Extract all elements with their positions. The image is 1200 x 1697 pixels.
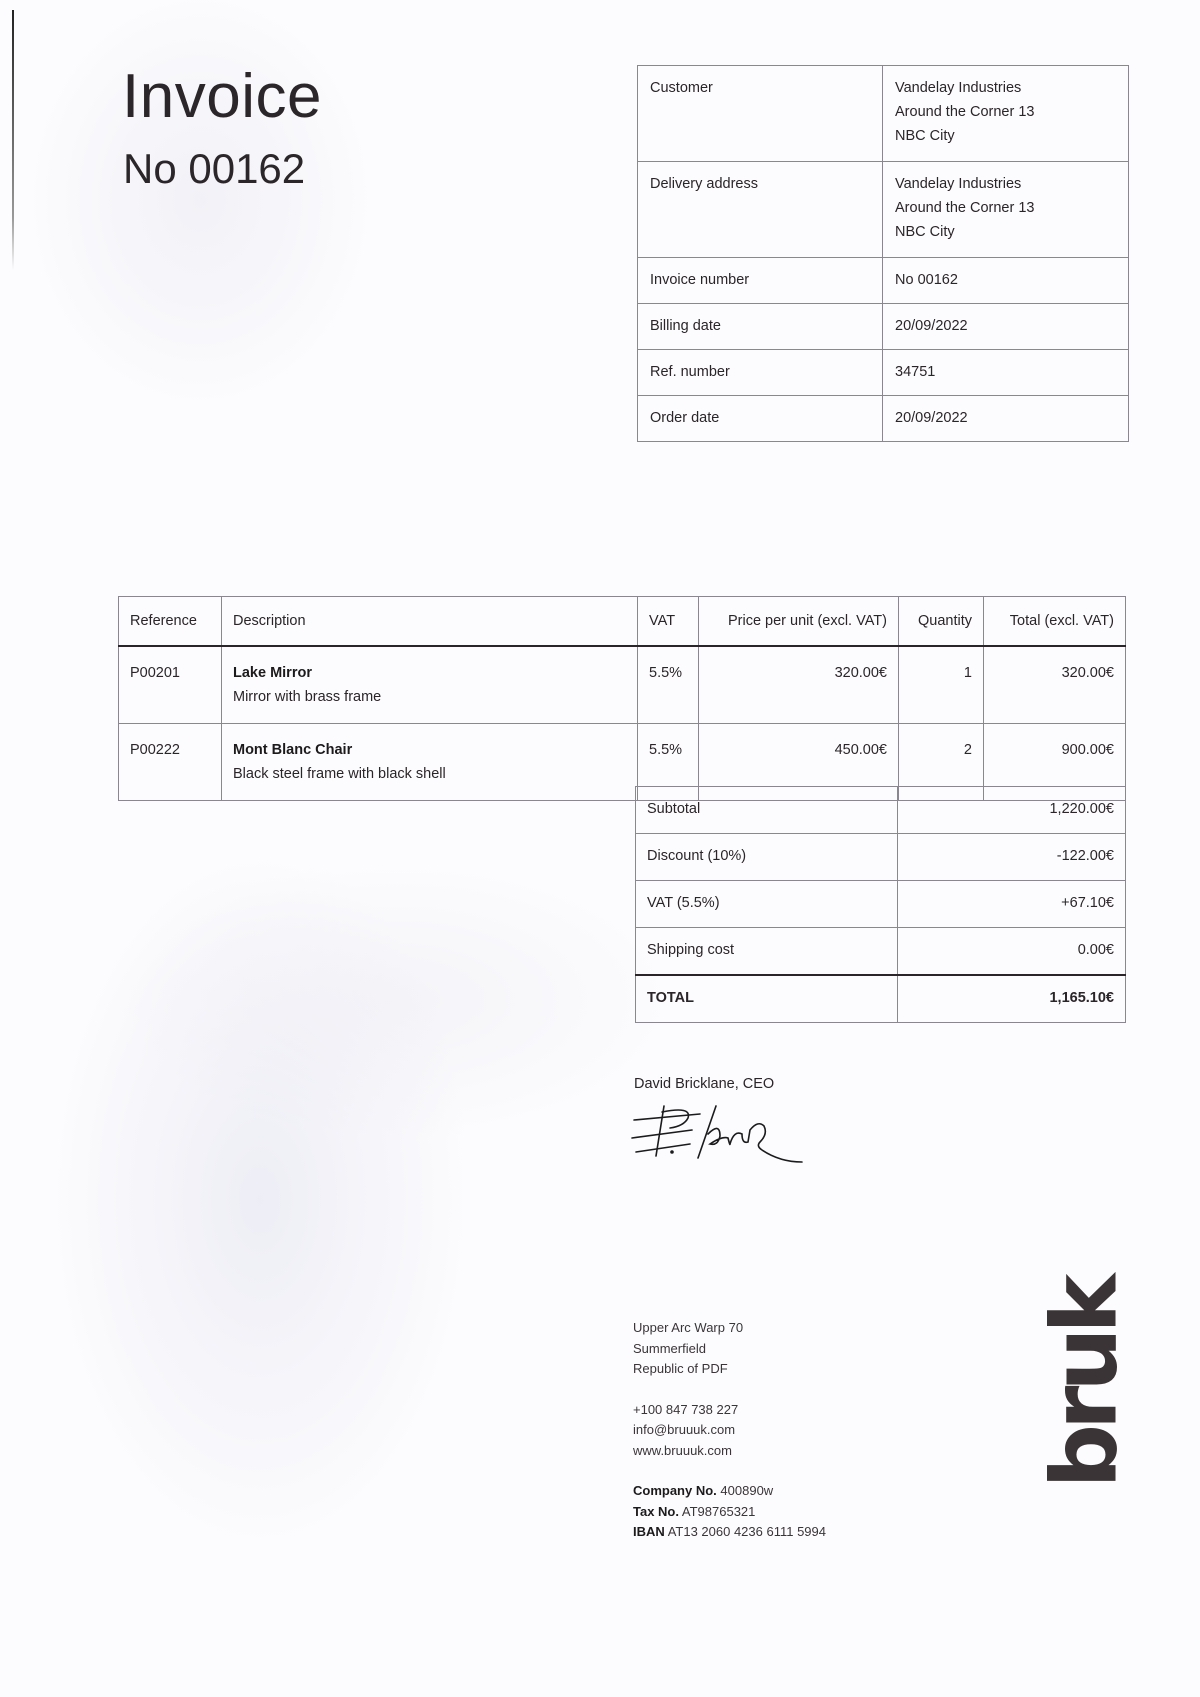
totals-label: Subtotal: [636, 787, 898, 834]
item-unit-price: 320.00€: [699, 646, 899, 724]
table-header-row: [119, 597, 1126, 647]
item-reference: P00222: [119, 724, 222, 801]
signatory-name: David Bricklane, CEO: [634, 1076, 775, 1092]
column-header-total: Total (excl. VAT): [984, 597, 1126, 647]
item-name: Mont Blanc Chair: [233, 742, 353, 758]
totals-row-subtotal: [636, 787, 1126, 834]
item-vat: 5.5%: [638, 646, 699, 724]
info-label: Billing date: [638, 304, 883, 350]
item-total: 320.00€: [984, 646, 1126, 724]
info-label: Order date: [638, 396, 883, 442]
info-value: 34751: [883, 350, 1129, 396]
totals-row-shipping: [636, 928, 1126, 976]
item-description-cell: [222, 646, 638, 724]
totals-row-grand-total: [636, 975, 1126, 1023]
signature-image: [630, 1100, 820, 1170]
customer-street: Around the Corner 13: [895, 104, 1035, 120]
footer-address-line: Upper Arc Warp 70: [633, 1320, 744, 1335]
item-unit-price: 450.00€: [699, 724, 899, 801]
totals-value: 1,220.00€: [898, 787, 1126, 834]
totals-value: 0.00€: [898, 928, 1126, 976]
info-row-order-date: [638, 396, 1129, 442]
item-total: 900.00€: [984, 724, 1126, 801]
delivery-name: Vandelay Industries: [895, 176, 1022, 192]
totals-label: Discount (10%): [636, 834, 898, 881]
line-items-table: [118, 596, 1126, 801]
iban-label: IBAN: [633, 1524, 665, 1539]
footer-address-line: Summerfield: [633, 1340, 706, 1356]
customer-city: NBC City: [895, 128, 955, 144]
item-description: Mirror with brass frame: [233, 689, 382, 705]
item-vat: 5.5%: [638, 724, 699, 801]
info-value: 20/09/2022: [883, 396, 1129, 442]
totals-value: +67.10€: [898, 881, 1126, 928]
invoice-title: Invoice: [122, 62, 322, 131]
column-header-unit-price: Price per unit (excl. VAT): [699, 597, 899, 647]
info-label: Ref. number: [638, 350, 883, 396]
column-header-quantity: Quantity: [899, 597, 984, 647]
totals-value: 1,165.10€: [898, 975, 1126, 1023]
delivery-city: NBC City: [895, 224, 955, 240]
invoice-info-table: [637, 65, 1129, 442]
table-row: [119, 646, 1126, 724]
info-value: [883, 162, 1129, 258]
company-no-label: Company No.: [633, 1483, 717, 1498]
info-row-invoice-number: [638, 258, 1129, 304]
company-no-value: 400890w: [720, 1483, 774, 1498]
footer-email: info@bruuuk.com: [633, 1422, 736, 1437]
logo-text: bruk: [1032, 1279, 1138, 1488]
tax-no-label: Tax No.: [633, 1503, 679, 1519]
item-description: Black steel frame with black shell: [233, 766, 446, 782]
customer-name: Vandelay Industries: [895, 80, 1022, 96]
info-row-billing-date: [638, 304, 1129, 350]
company-footer: [633, 1318, 826, 1543]
item-name: Lake Mirror: [233, 665, 312, 681]
totals-row-vat: [636, 881, 1126, 928]
item-quantity: 2: [899, 724, 984, 801]
totals-value: -122.00€: [898, 834, 1126, 881]
info-value: [883, 66, 1129, 162]
info-value: 20/09/2022: [883, 304, 1129, 350]
info-row-customer: [638, 66, 1129, 162]
iban-value: AT13 2060 4236 6111 5994: [667, 1524, 826, 1539]
item-description-cell: [222, 724, 638, 801]
invoice-number-heading: No 00162: [123, 145, 306, 192]
column-header-vat: VAT: [638, 597, 699, 647]
footer-phone: +100 847 738 227: [633, 1401, 739, 1417]
totals-row-discount: [636, 834, 1126, 881]
column-header-description: Description: [222, 597, 638, 647]
footer-address-line: Republic of PDF: [633, 1361, 728, 1376]
footer-tax-no: [633, 1502, 826, 1523]
item-reference: P00201: [119, 646, 222, 724]
bruk-logo: [1032, 1226, 1138, 1541]
info-label: Customer: [638, 66, 883, 162]
info-label: Invoice number: [638, 258, 883, 304]
info-row-ref-number: [638, 350, 1129, 396]
tax-no-value: AT98765321: [681, 1503, 756, 1519]
footer-iban: [633, 1522, 826, 1543]
item-quantity: 1: [899, 646, 984, 724]
column-header-reference: Reference: [119, 597, 222, 647]
info-value: No 00162: [883, 258, 1129, 304]
info-row-delivery-address: [638, 162, 1129, 258]
info-label: Delivery address: [638, 162, 883, 258]
totals-table: [635, 786, 1126, 1023]
totals-label: Shipping cost: [636, 928, 898, 976]
delivery-street: Around the Corner 13: [895, 200, 1035, 216]
totals-label: VAT (5.5%): [636, 881, 898, 928]
footer-website: www.bruuuk.com: [633, 1442, 732, 1458]
totals-label: TOTAL: [636, 975, 898, 1023]
footer-company-no: [633, 1481, 826, 1502]
scan-edge-line: [12, 10, 14, 270]
